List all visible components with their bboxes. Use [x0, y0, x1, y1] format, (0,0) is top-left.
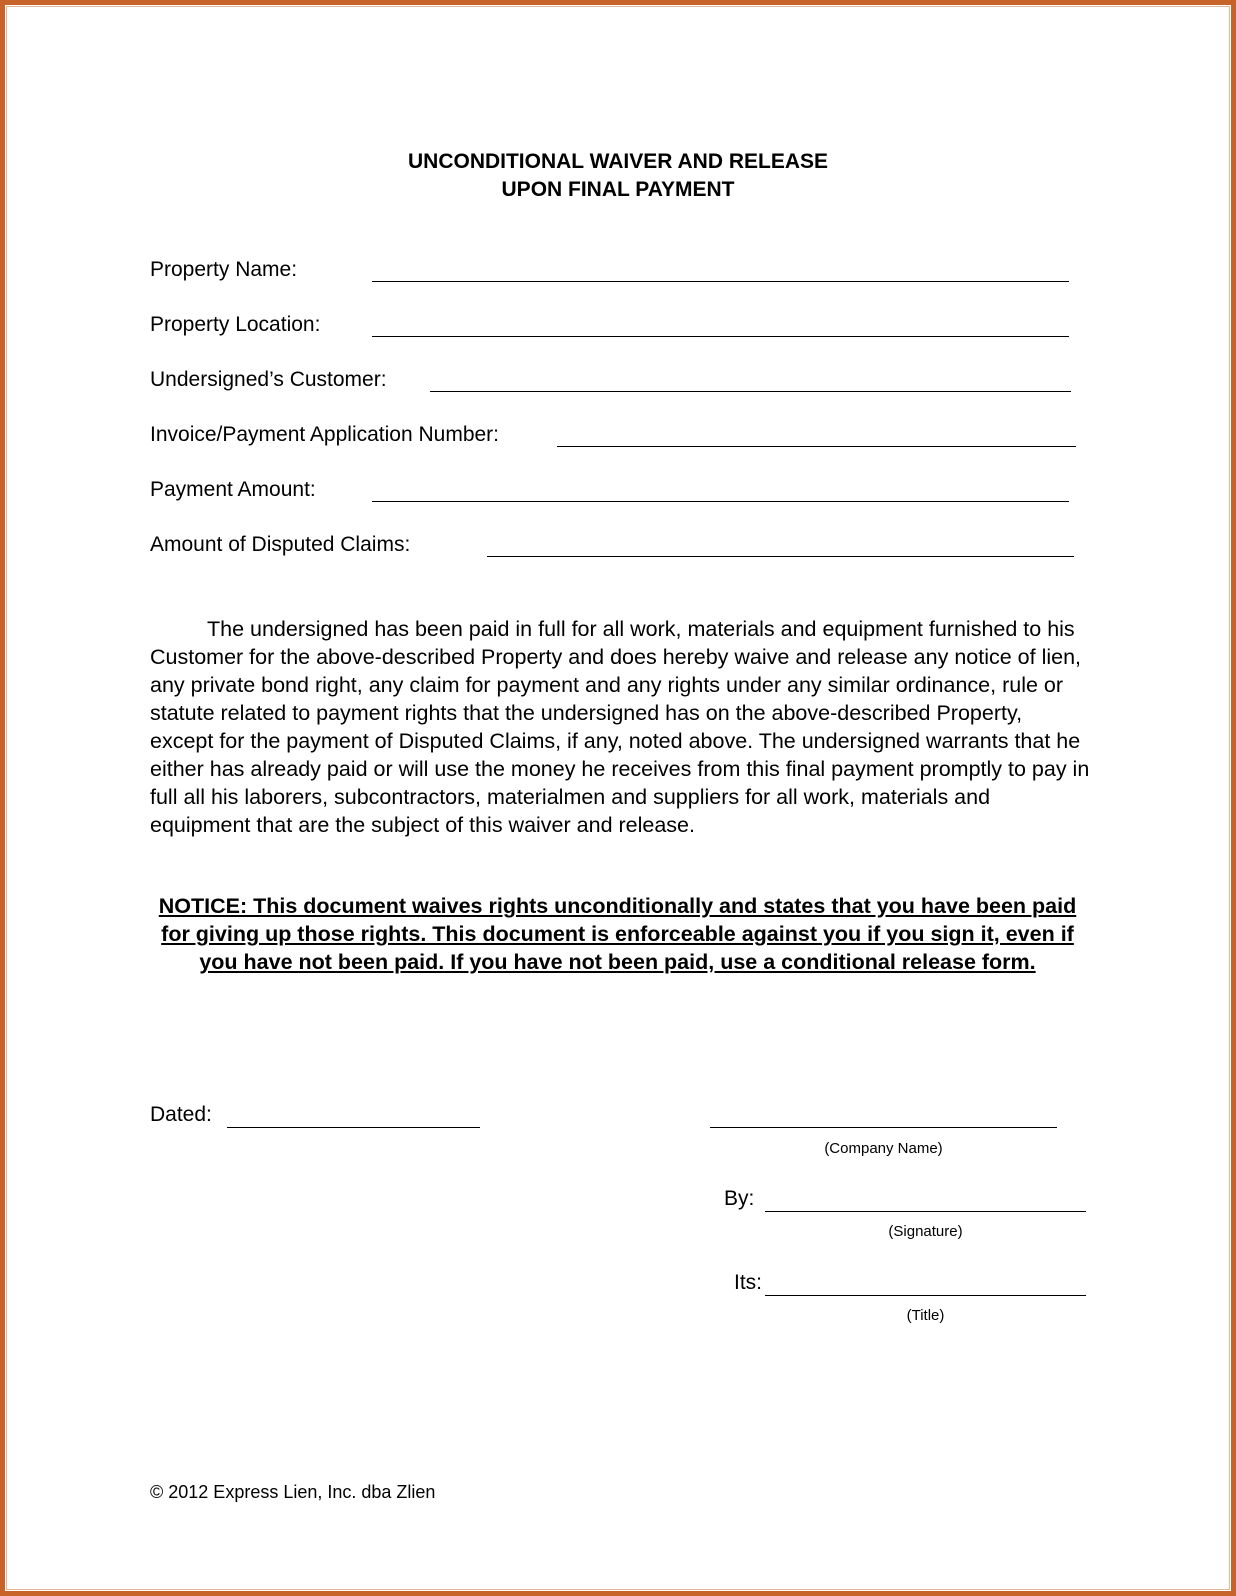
document-title-line-1: UNCONDITIONAL WAIVER AND RELEASE [407, 150, 829, 173]
copyright-footer: © 2012 Express Lien, Inc. dba Zlien [150, 1482, 436, 1502]
property-location-label: Property Location: [150, 313, 321, 336]
payment-amount-line[interactable] [372, 501, 1069, 502]
disputed-claims-line[interactable] [487, 556, 1074, 557]
company-name-line[interactable] [710, 1127, 1057, 1128]
property-location-line[interactable] [372, 336, 1069, 337]
title-line[interactable] [765, 1295, 1086, 1296]
notice-paragraph: NOTICE: This document waives rights unconditionally and states that you have been paid for giving up those rights. This document is enforceable against you if you sign it, even if you have not been paid. If you have not been paid, use a conditional release form. [158, 894, 1077, 974]
undersigned-customer-line[interactable] [430, 391, 1071, 392]
company-name-caption: (Company Name) [824, 1140, 943, 1157]
document-title-line-2: UPON FINAL PAYMENT [501, 178, 735, 201]
its-label: Its: [734, 1271, 763, 1294]
property-name-label: Property Name: [150, 258, 298, 281]
undersigned-customer-label: Undersigned’s Customer: [150, 368, 387, 391]
waiver-body-paragraph: The undersigned has been paid in full for all work, materials and equipment furnished to his Customer for the above-described Property and does hereby waive and release any notice of lien, any private bond right, any claim for payment and any rights under any similar ordinance, rule or statute related to payment rights that the undersigned has on the above-described Property, except for the payment of Disputed Claims, if any, noted above. The undersigned warrants that he either has already paid or will use the money he receives from this final payment promptly to pay in full all his laborers, subcontractors, materialmen and suppliers for all work, materials and equipment that are the subject of this waiver and release. [150, 617, 1090, 837]
dated-label: Dated: [150, 1103, 212, 1126]
signature-caption: (Signature) [888, 1223, 963, 1240]
invoice-number-label: Invoice/Payment Application Number: [150, 423, 500, 446]
signature-line[interactable] [765, 1211, 1086, 1212]
title-caption: (Title) [906, 1307, 945, 1324]
invoice-number-line[interactable] [557, 446, 1076, 447]
payment-amount-label: Payment Amount: [150, 478, 316, 501]
disputed-claims-label: Amount of Disputed Claims: [150, 533, 411, 556]
by-label: By: [724, 1187, 755, 1210]
property-name-line[interactable] [372, 281, 1069, 282]
dated-line[interactable] [227, 1127, 480, 1128]
